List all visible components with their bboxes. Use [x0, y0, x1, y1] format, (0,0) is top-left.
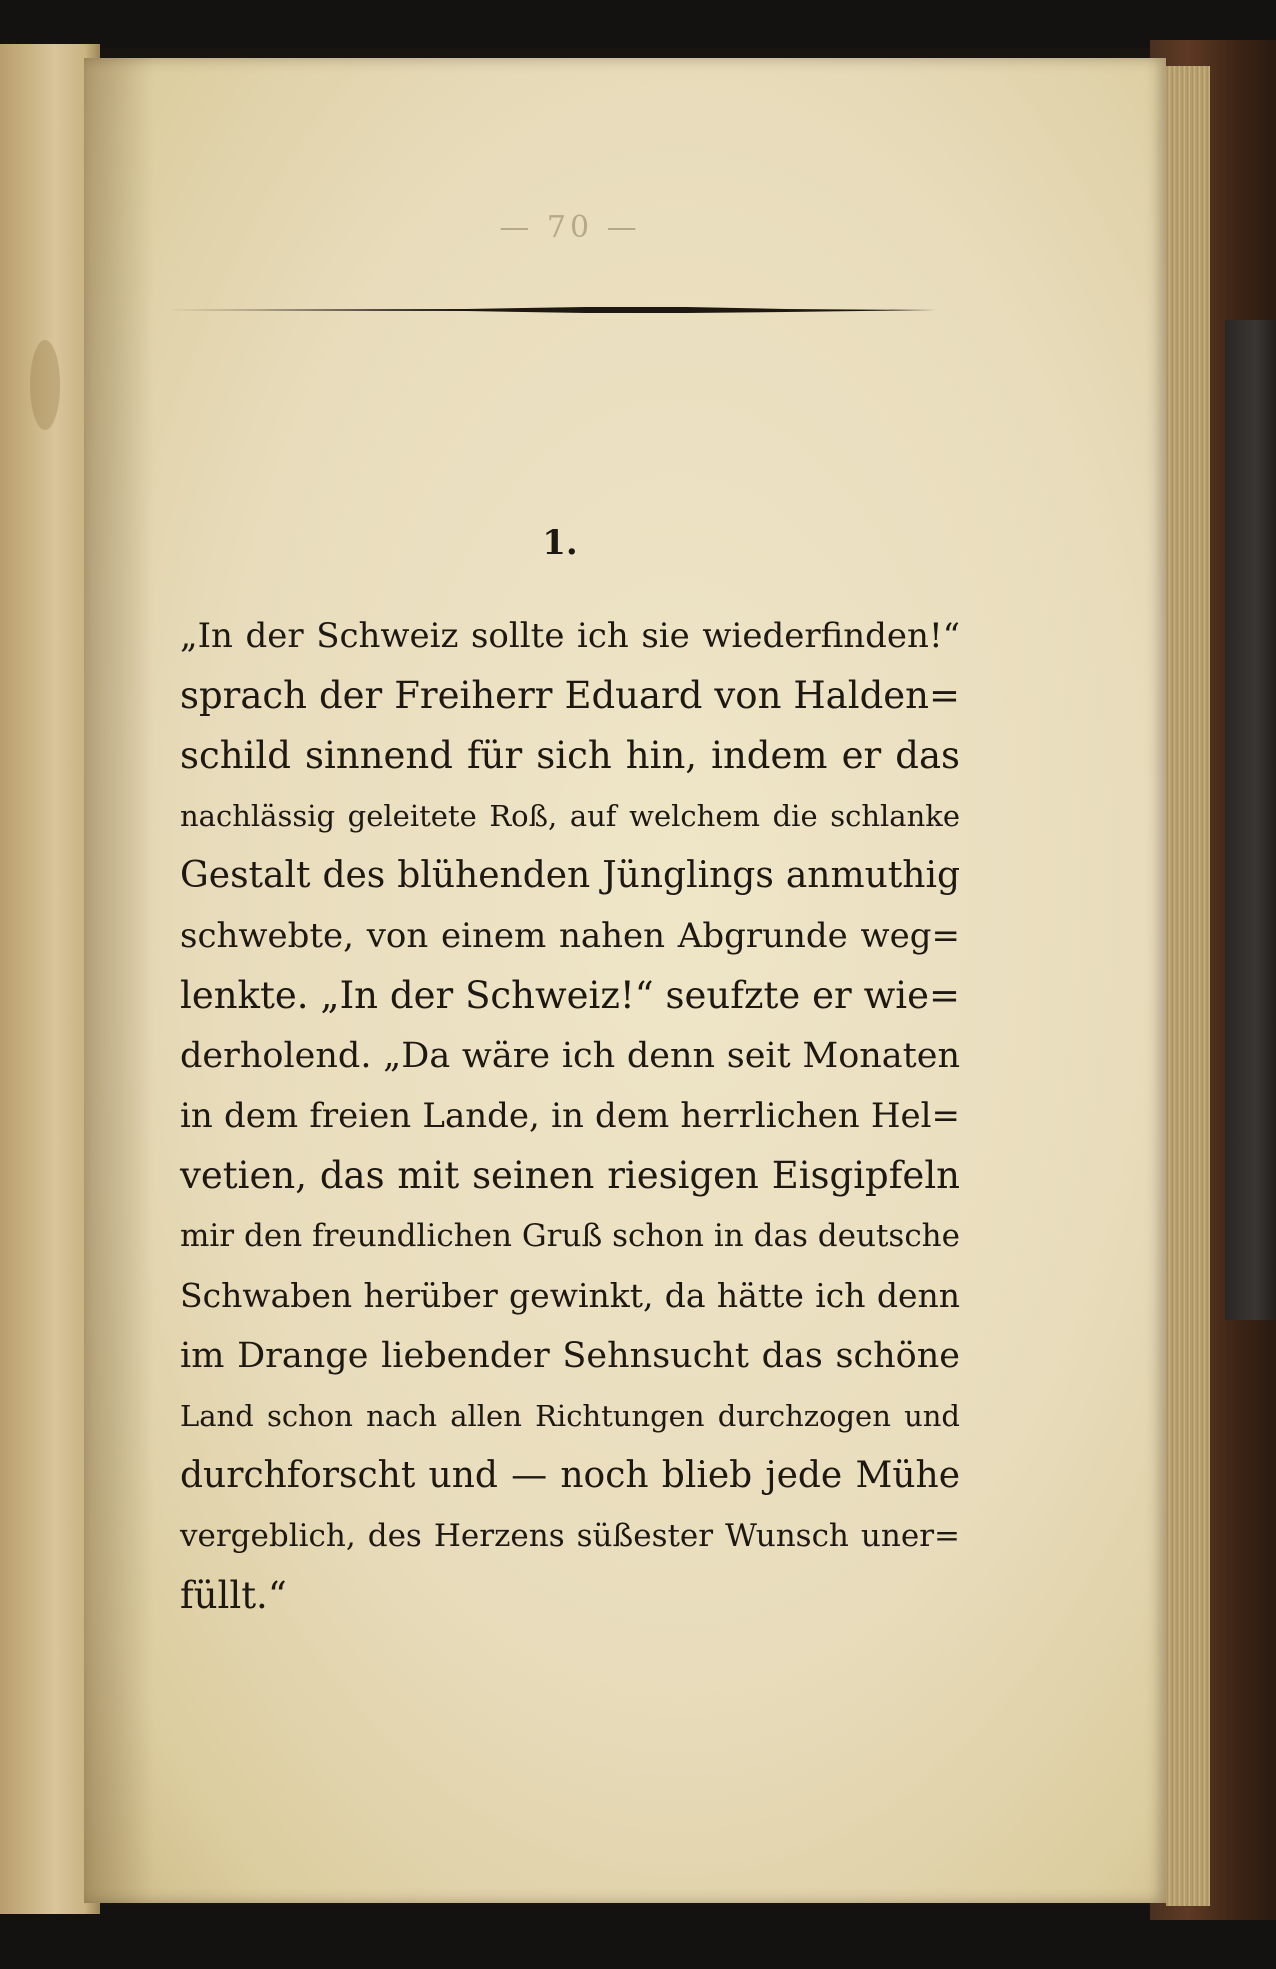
text-line: derholend. „Da wäre ich denn seit Monaten — [180, 1036, 960, 1076]
text-line: nachlässig geleitete Roß, auf welchem die schlanke — [180, 799, 960, 833]
header-rule — [166, 304, 936, 316]
text-line: mir den freundlichen Gruß schon in das deutsche — [180, 1218, 960, 1254]
gutter-shadow — [84, 58, 154, 1903]
background-top — [0, 0, 1276, 48]
text-line: sprach der Freiherr Eduard von Halden= — [180, 674, 960, 717]
page-block-edges — [1166, 66, 1210, 1906]
text-line: im Drange liebender Sehnsucht das schöne — [180, 1336, 960, 1376]
text-line: schild sinnend für sich hin, indem er das — [180, 734, 960, 777]
text-line: schwebte, von einem nahen Abgrunde weg= — [180, 916, 960, 956]
text-line: durchforscht und — noch blieb jede Mühe — [180, 1455, 960, 1496]
text-line: füllt.“ — [180, 1574, 287, 1617]
text-line: „In der Schweiz sollte ich sie wiederfinden!“ — [180, 616, 960, 656]
text-line: Land schon nach allen Richtungen durchzogen und — [180, 1399, 960, 1433]
text-line: vetien, das mit seinen riesigen Eisgipfeln — [180, 1154, 960, 1197]
text-line: lenkte. „In der Schweiz!“ seufzte er wie= — [180, 974, 960, 1017]
background-bottom — [0, 1905, 1276, 1969]
text-line: in dem freien Lande, in dem herrlichen Hel= — [180, 1096, 960, 1136]
chapter-text — [180, 606, 960, 1656]
chapter-number: 1. — [542, 523, 578, 563]
page-stain — [30, 340, 60, 430]
text-line: vergeblich, des Herzens süßester Wunsch uner= — [180, 1518, 960, 1554]
cover-wear-patch — [1225, 320, 1276, 1320]
text-line: Schwaben herüber gewinkt, da hätte ich denn — [180, 1276, 960, 1315]
text-line: Gestalt des blühenden Jünglings anmuthig — [180, 855, 960, 896]
page-number: — 70 — — [499, 210, 641, 245]
